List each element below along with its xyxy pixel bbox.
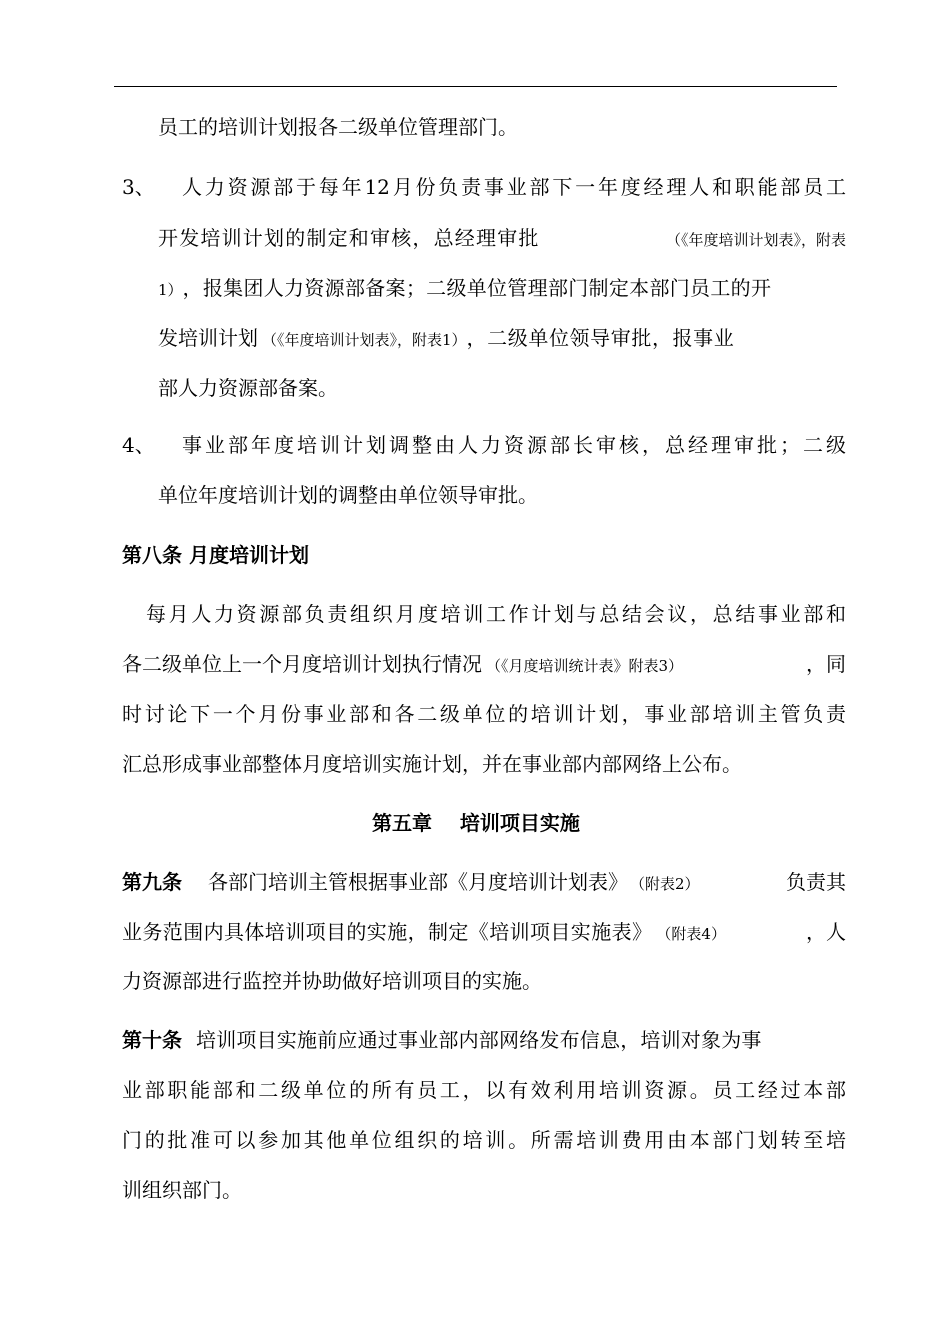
article-9-line-2 (122, 919, 846, 947)
article-10-line-3: 门的批准可以参加其他单位组织的培训。所需培训费用由本部门划转至培 (122, 1128, 846, 1152)
item-3-line-2-note: （《年度培训计划表》，附表 (665, 231, 846, 249)
chapter-5-heading: 第五章 培训项目实施 (372, 811, 580, 835)
article-8-line-2 (122, 651, 846, 679)
item-3-number: 3、 (122, 175, 155, 199)
article-8-line-2-text-b: ，同 (806, 652, 846, 676)
article-8-line-1: 每月人力资源部负责组织月度培训工作计划与总结会议，总结事业部和 (146, 602, 846, 626)
item-3-line-4-text-b: ，二级单位领导审批，报事业 (466, 326, 735, 350)
article-9-line-1 (122, 869, 846, 897)
article-10-line-4: 训组织部门。 (122, 1178, 242, 1202)
article-8-line-2-text-a: 各二级单位上一个月度培训计划执行情况 (122, 652, 482, 676)
article-9-line-3: 力资源部进行监控并协助做好培训项目的实施。 (122, 969, 542, 993)
item-3-line-4-note: （《年度培训计划表》，附表1） (262, 331, 467, 349)
article-9-line-1-text-a: 各部门培训主管根据事业部《月度培训计划表》 (208, 870, 628, 894)
article-9-line-1-text-b: 负责其 (786, 870, 846, 894)
item-3-line-3-note: 1） (158, 281, 183, 299)
item-4-line-2: 单位年度培训计划的调整由单位领导审批。 (158, 483, 538, 507)
item-4-number: 4、 (122, 433, 155, 457)
article-10-label: 第十条 (122, 1028, 182, 1052)
item-3-line-2-text: 开发培训计划的制定和审核，总经理审批 (158, 226, 540, 250)
article-9-line-2-note: （附表4） (656, 925, 726, 943)
item-3-line-2 (158, 225, 846, 253)
article-10-line-2: 业部职能部和二级单位的所有员工，以有效利用培训资源。员工经过本部 (122, 1078, 846, 1102)
article-10-line-1-text: 培训项目实施前应通过事业部内部网络发布信息，培训对象为事 (196, 1028, 762, 1052)
article-9-line-1-note: （附表2） (630, 875, 700, 893)
item-4-line-1: 事业部年度培训计划调整由人力资源部长审核，总经理审批；二级 (182, 433, 846, 457)
item-3-line-3 (158, 275, 846, 303)
article-8-line-2-note: （《月度培训统计表》附表3） (486, 657, 684, 675)
article-9-line-2-text-a: 业务范围内具体培训项目的实施，制定《培训项目实施表》 (122, 920, 653, 944)
item-3-line-3-text: ，报集团人力资源部备案；二级单位管理部门制定本部门员工的开 (182, 276, 772, 300)
article-8-line-4: 汇总形成事业部整体月度培训实施计划，并在事业部内部网络上公布。 (122, 752, 742, 776)
item-3-line-5: 部人力资源部备案。 (158, 376, 338, 400)
article-8-line-3: 时讨论下一个月份事业部和各二级单位的培训计划，事业部培训主管负责 (122, 702, 846, 726)
article-8-heading: 第八条 月度培训计划 (122, 543, 309, 567)
header-rule (114, 86, 837, 87)
item-3-line-4 (158, 325, 846, 353)
carry-over-line: 员工的培训计划报各二级单位管理部门。 (158, 115, 518, 139)
article-9-line-2-text-b: ，人 (806, 920, 846, 944)
item-3-line-1: 人力资源部于每年12月份负责事业部下一年度经理人和职能部员工 (182, 175, 846, 199)
item-3-line-4-text-a: 发培训计划 (158, 326, 258, 350)
article-9-label: 第九条 (122, 870, 182, 894)
article-10-line-1 (122, 1027, 846, 1053)
